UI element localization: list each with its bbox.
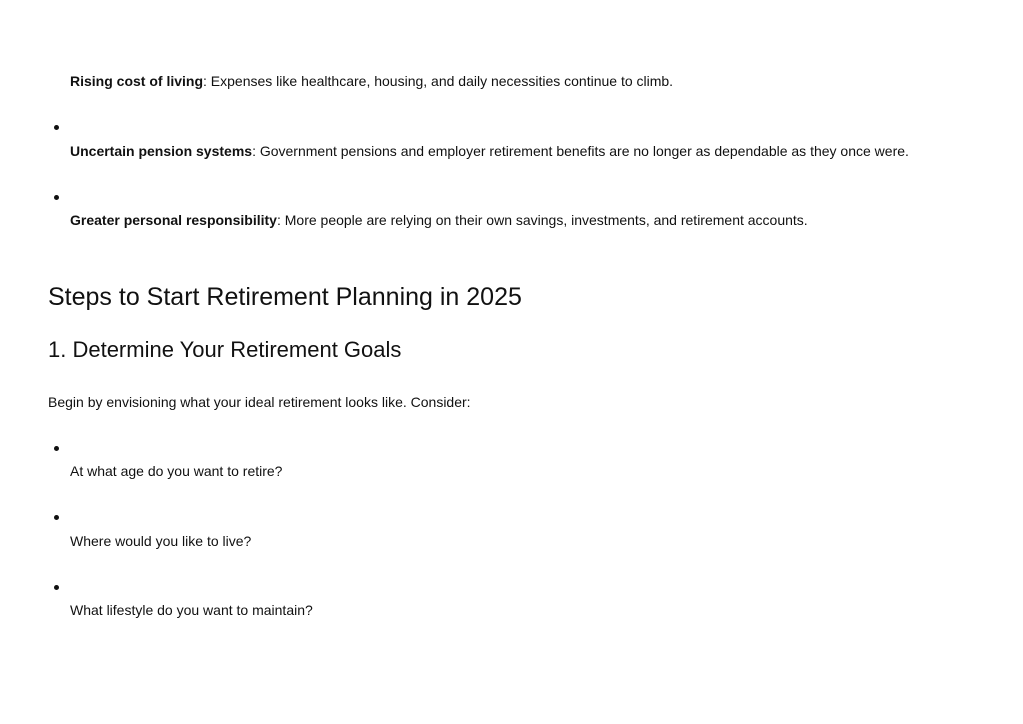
list-item-term: Rising cost of living — [70, 73, 204, 89]
bullet-icon — [54, 195, 59, 200]
list-item-text: : Expenses like healthcare, housing, and daily necessities continue to climb. — [203, 73, 674, 89]
list-item — [70, 72, 673, 90]
list-item-term: Greater personal responsibility — [70, 212, 277, 228]
list-item-text: : More people are relying on their own savings, investments, and retirement accounts. — [276, 212, 808, 228]
bullet-icon — [54, 585, 59, 590]
list-item-term: Uncertain pension systems — [70, 143, 253, 159]
list-item — [70, 142, 909, 160]
list-item-text: : Government pensions and employer retirement benefits are no longer as dependable as they once were. — [252, 143, 909, 159]
list-item: What lifestyle do you want to maintain? — [70, 602, 313, 618]
bullet-icon — [54, 515, 59, 520]
bullet-icon — [54, 125, 59, 130]
list-item — [70, 211, 808, 229]
step-intro-paragraph: Begin by envisioning what your ideal retirement looks like. Consider: — [48, 394, 471, 410]
list-item: Where would you like to live? — [70, 533, 252, 549]
list-item: At what age do you want to retire? — [70, 463, 283, 479]
step-heading: 1. Determine Your Retirement Goals — [48, 337, 402, 362]
section-heading: Steps to Start Retirement Planning in 2025 — [48, 283, 522, 311]
bullet-icon — [54, 446, 59, 451]
